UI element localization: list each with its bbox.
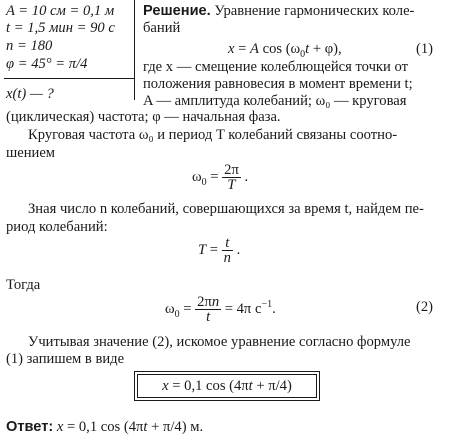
paragraph-4-line-2: (1) запишем в виде xyxy=(6,351,125,367)
answer-line xyxy=(6,419,203,435)
where-line-1: где x — смещение колеблющейся точки от xyxy=(143,59,408,75)
boxed-equation xyxy=(134,371,320,401)
given-count: n = 180 xyxy=(6,38,53,54)
paragraph-3-line-2: риод колебаний: xyxy=(6,219,108,235)
equation-1-number: (1) xyxy=(416,41,434,57)
equation-1: x = A $\cos (\omega_0t + \varphi)$, xyxy=(228,41,342,60)
paragraph-3-line-1: Зная число n колебаний, совершающихся за время t, найдем пе- xyxy=(28,201,424,217)
equation-period: T = $\frac{t}{n}$ . xyxy=(198,235,241,266)
given-amplitude: A = 10 см = 0,1 м xyxy=(6,3,115,19)
paragraph-2-line-2: шением xyxy=(6,145,56,161)
paragraph-2-line-1: Круговая частота ω₀ и период T колебаний связаны соотно- xyxy=(28,127,398,143)
solution-intro-cont: баний xyxy=(143,20,181,36)
solution-first-line xyxy=(143,3,414,19)
paragraph-4-line-1: Учитывая значение (2), искомое уравнение согласно формуле xyxy=(28,334,411,350)
then-label: Тогда xyxy=(6,277,41,293)
given-find: x(t) — ? xyxy=(6,86,54,102)
equation-2: $\omega_0$ = $\frac{2\pi n}{t}$ = 4π $с^{-1}$. xyxy=(165,294,276,325)
given-time: t = 1,5 мин = 90 с xyxy=(6,20,115,36)
given-vertical-rule xyxy=(134,0,135,100)
solution-intro: Уравнение гармонических коле- xyxy=(214,3,415,19)
given-phase: φ = 45° = π/4 xyxy=(6,56,88,72)
equation-omega-period: $\omega_0$ = $\frac{2\pi}{T}$ . xyxy=(192,162,249,193)
solution-heading: Решение. xyxy=(143,3,211,19)
where-line-4: (циклическая) частота; φ — начальная фаза. xyxy=(6,109,281,125)
where-line-2: положения равновесия в момент времени t; xyxy=(143,76,413,92)
equation-2-number: (2) xyxy=(416,299,434,315)
answer-text: x = 0,1 cos (4πt + π/4) м. xyxy=(56,419,204,435)
where-line-3: A — амплитуда колебаний; ω₀ — круговая xyxy=(143,93,407,109)
boxed-equation-text: x = 0,1 cos (4πt + π/4) xyxy=(137,374,317,398)
given-horizontal-rule xyxy=(4,78,134,79)
answer-label: Ответ: xyxy=(6,419,54,435)
